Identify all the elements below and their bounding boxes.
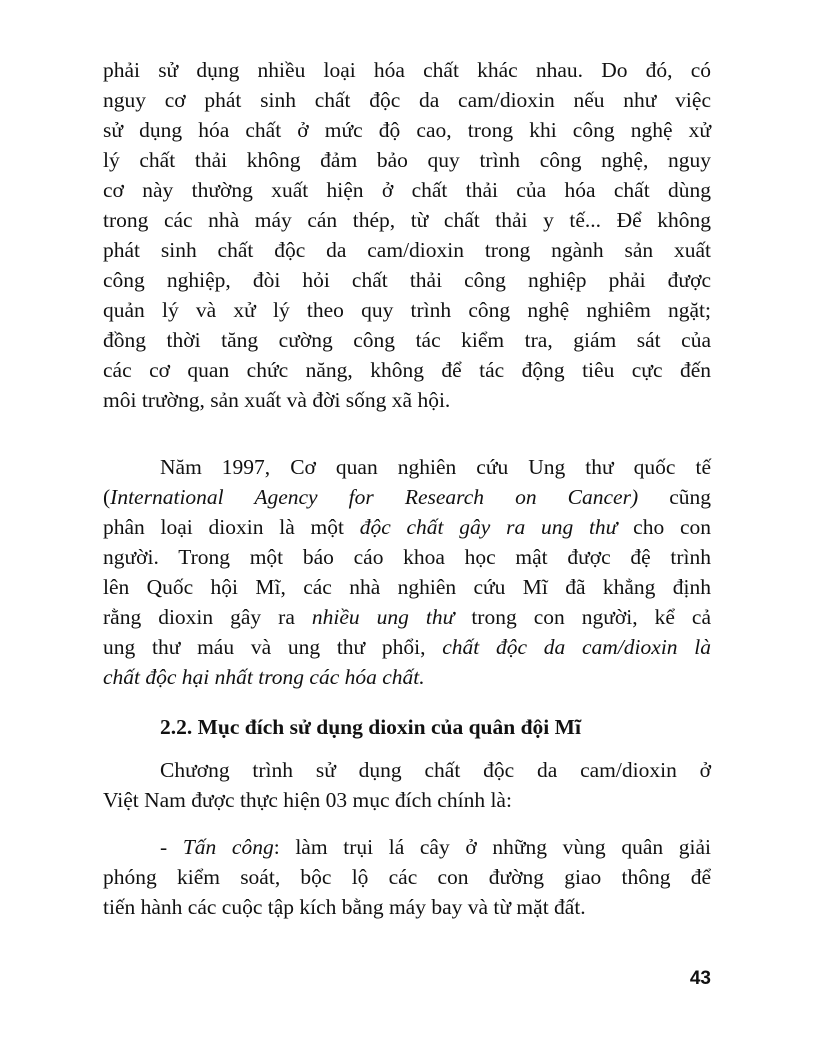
text-segment: người. Trong một báo cáo khoa học mật được đệ trình <box>103 545 711 569</box>
text-line <box>103 572 711 602</box>
text-line <box>103 755 711 785</box>
text-segment: - <box>160 835 183 859</box>
text-segment: phải sử dụng nhiều loại hóa chất khác nhau. Do đó, có <box>103 58 711 82</box>
text-segment: nguy cơ phát sinh chất độc da cam/dioxin nếu như việc <box>103 88 711 112</box>
text-segment: lên Quốc hội Mĩ, các nhà nghiên cứu Mĩ đã khẳng định <box>103 575 711 599</box>
text-segment: cho con <box>617 515 711 539</box>
paragraph <box>103 755 711 815</box>
text-segment: môi trường, sản xuất và đời sống xã hội. <box>103 388 451 412</box>
text-segment: công nghiệp, đòi hỏi chất thải công nghiệp phải được <box>103 268 711 292</box>
text-line <box>103 542 711 572</box>
text-line <box>103 325 711 355</box>
text-line <box>103 175 711 205</box>
text-line <box>103 85 711 115</box>
text-line <box>103 602 711 632</box>
text-segment: Việt Nam được thực hiện 03 mục đích chính là: <box>103 788 512 812</box>
text-line <box>103 235 711 265</box>
italic-text: nhiều ung thư <box>311 605 455 629</box>
text-segment: trong các nhà máy cán thép, từ chất thải y tế... Để không <box>103 208 711 232</box>
text-line <box>103 712 711 742</box>
text-segment: cơ này thường xuất hiện ở chất thải của hóa chất dùng <box>103 178 711 202</box>
text-line <box>103 355 711 385</box>
paragraph <box>103 452 711 692</box>
text-line <box>103 662 711 692</box>
text-line <box>103 145 711 175</box>
text-segment: lý chất thải không đảm bảo quy trình công nghệ, nguy <box>103 148 711 172</box>
italic-text: chất độc da cam/dioxin là <box>442 635 711 659</box>
text-segment: ( <box>103 485 111 509</box>
text-segment: ung thư máu và ung thư phổi, <box>103 635 443 659</box>
text-segment: cũng <box>638 485 712 509</box>
text-segment: Chương trình sử dụng chất độc da cam/dioxin ở <box>160 758 711 782</box>
italic-text: chất độc hại nhất trong các hóa chất. <box>103 665 425 689</box>
page-number: 43 <box>689 968 711 989</box>
text-line <box>103 265 711 295</box>
text-segment: phân loại dioxin là một <box>103 515 360 539</box>
text-line <box>103 295 711 325</box>
text-line <box>103 892 711 922</box>
text-line <box>103 55 711 85</box>
text-line <box>103 205 711 235</box>
section-heading <box>103 712 711 742</box>
paragraph <box>103 55 711 415</box>
text-line <box>103 452 711 482</box>
text-line <box>103 785 711 815</box>
text-segment: quản lý và xử lý theo quy trình công nghệ nghiêm ngặt; <box>103 298 711 322</box>
text-segment: tiến hành các cuộc tập kích bằng máy bay và từ mặt đất. <box>103 895 586 919</box>
italic-text: International Agency for Research on Cancer) <box>110 485 639 509</box>
text-line <box>103 482 711 512</box>
text-segment: : làm trụi lá cây ở những vùng quân giải <box>273 835 711 859</box>
text-line <box>103 115 711 145</box>
text-line <box>103 385 711 415</box>
text-segment: sử dụng hóa chất ở mức độ cao, trong khi công nghệ xử <box>103 118 711 142</box>
text-segment: phát sinh chất độc da cam/dioxin trong ngành sản xuất <box>103 238 711 262</box>
text-line <box>103 512 711 542</box>
paragraph <box>103 832 711 922</box>
text-segment: 2.2. Mục đích sử dụng dioxin của quân đội Mĩ <box>160 715 581 739</box>
text-line <box>103 632 711 662</box>
italic-text: độc chất gây ra ung thư <box>359 515 618 539</box>
italic-text: Tấn công <box>182 835 274 859</box>
text-segment: phóng kiểm soát, bộc lộ các con đường giao thông để <box>103 865 711 889</box>
text-segment: đồng thời tăng cường công tác kiểm tra, giám sát của <box>103 328 711 352</box>
text-segment: rằng dioxin gây ra <box>103 605 312 629</box>
text-segment: Năm 1997, Cơ quan nghiên cứu Ung thư quốc tế <box>160 455 711 479</box>
text-line <box>103 832 711 862</box>
text-segment: trong con người, kể cả <box>454 605 711 629</box>
text-segment: các cơ quan chức năng, không để tác động tiêu cực đến <box>103 358 711 382</box>
text-line <box>103 862 711 892</box>
